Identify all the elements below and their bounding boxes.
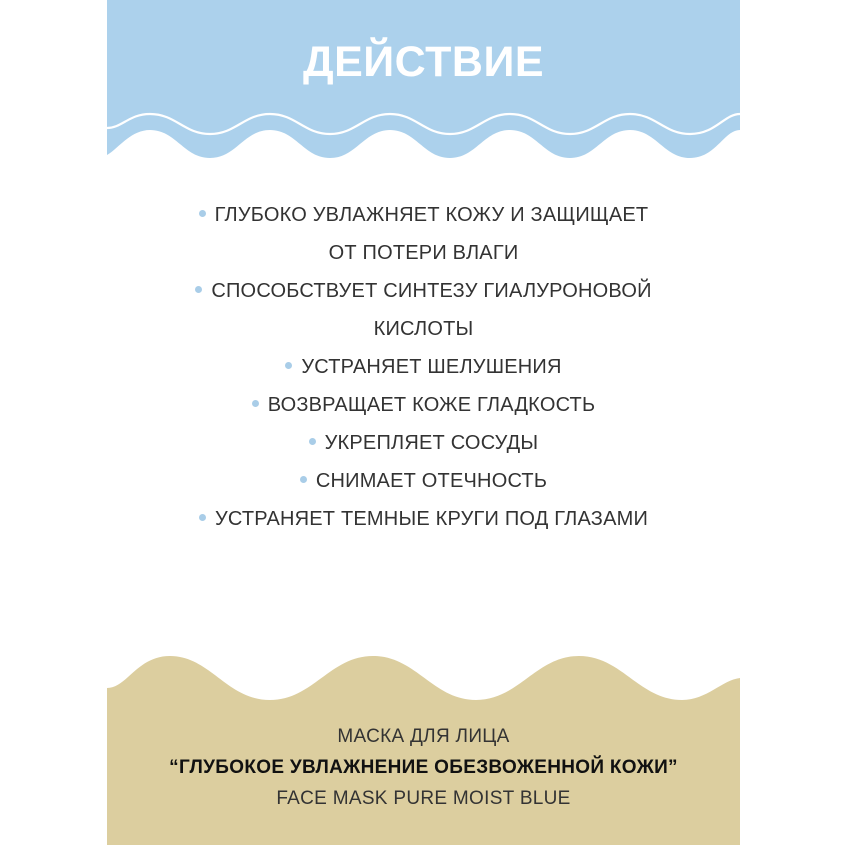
bullet-dot-icon <box>195 286 202 293</box>
header-wave-band <box>107 0 740 170</box>
list-item: СПОСОБСТВУЕТ СИНТЕЗУ ГИАЛУРОНОВОЙ <box>107 272 740 310</box>
bullet-dot-icon <box>252 400 259 407</box>
list-item: ОТ ПОТЕРИ ВЛАГИ <box>328 242 519 264</box>
product-type: МАСКА ДЛЯ ЛИЦА <box>337 726 510 747</box>
benefits-list <box>107 196 740 538</box>
product-info-card <box>107 0 740 845</box>
bullet-dot-icon <box>285 362 292 369</box>
product-name: “ГЛУБОКОЕ УВЛАЖНЕНИЕ ОБЕЗВОЖЕННОЙ КОЖИ” <box>169 757 678 778</box>
product-name-block <box>107 722 740 814</box>
bullet-dot-icon <box>309 438 316 445</box>
bullet-dot-icon <box>300 476 307 483</box>
list-item: КИСЛОТЫ <box>373 318 474 340</box>
list-item: УСТРАНЯЕТ ТЕМНЫЕ КРУГИ ПОД ГЛАЗАМИ <box>107 500 740 538</box>
list-item: ВОЗВРАЩАЕТ КОЖЕ ГЛАДКОСТЬ <box>107 386 740 424</box>
list-item: УСТРАНЯЕТ ШЕЛУШЕНИЯ <box>107 348 740 386</box>
section-title: ДЕЙСТВИЕ <box>302 38 545 86</box>
bullet-dot-icon <box>199 210 206 217</box>
list-item: УКРЕПЛЯЕТ СОСУДЫ <box>107 424 740 462</box>
list-item: СНИМАЕТ ОТЕЧНОСТЬ <box>107 462 740 500</box>
bullet-dot-icon <box>199 514 206 521</box>
list-item: ГЛУБОКО УВЛАЖНЯЕТ КОЖУ И ЗАЩИЩАЕТ <box>107 196 740 234</box>
product-english-name: FACE MASK PURE MOIST BLUE <box>276 788 571 809</box>
